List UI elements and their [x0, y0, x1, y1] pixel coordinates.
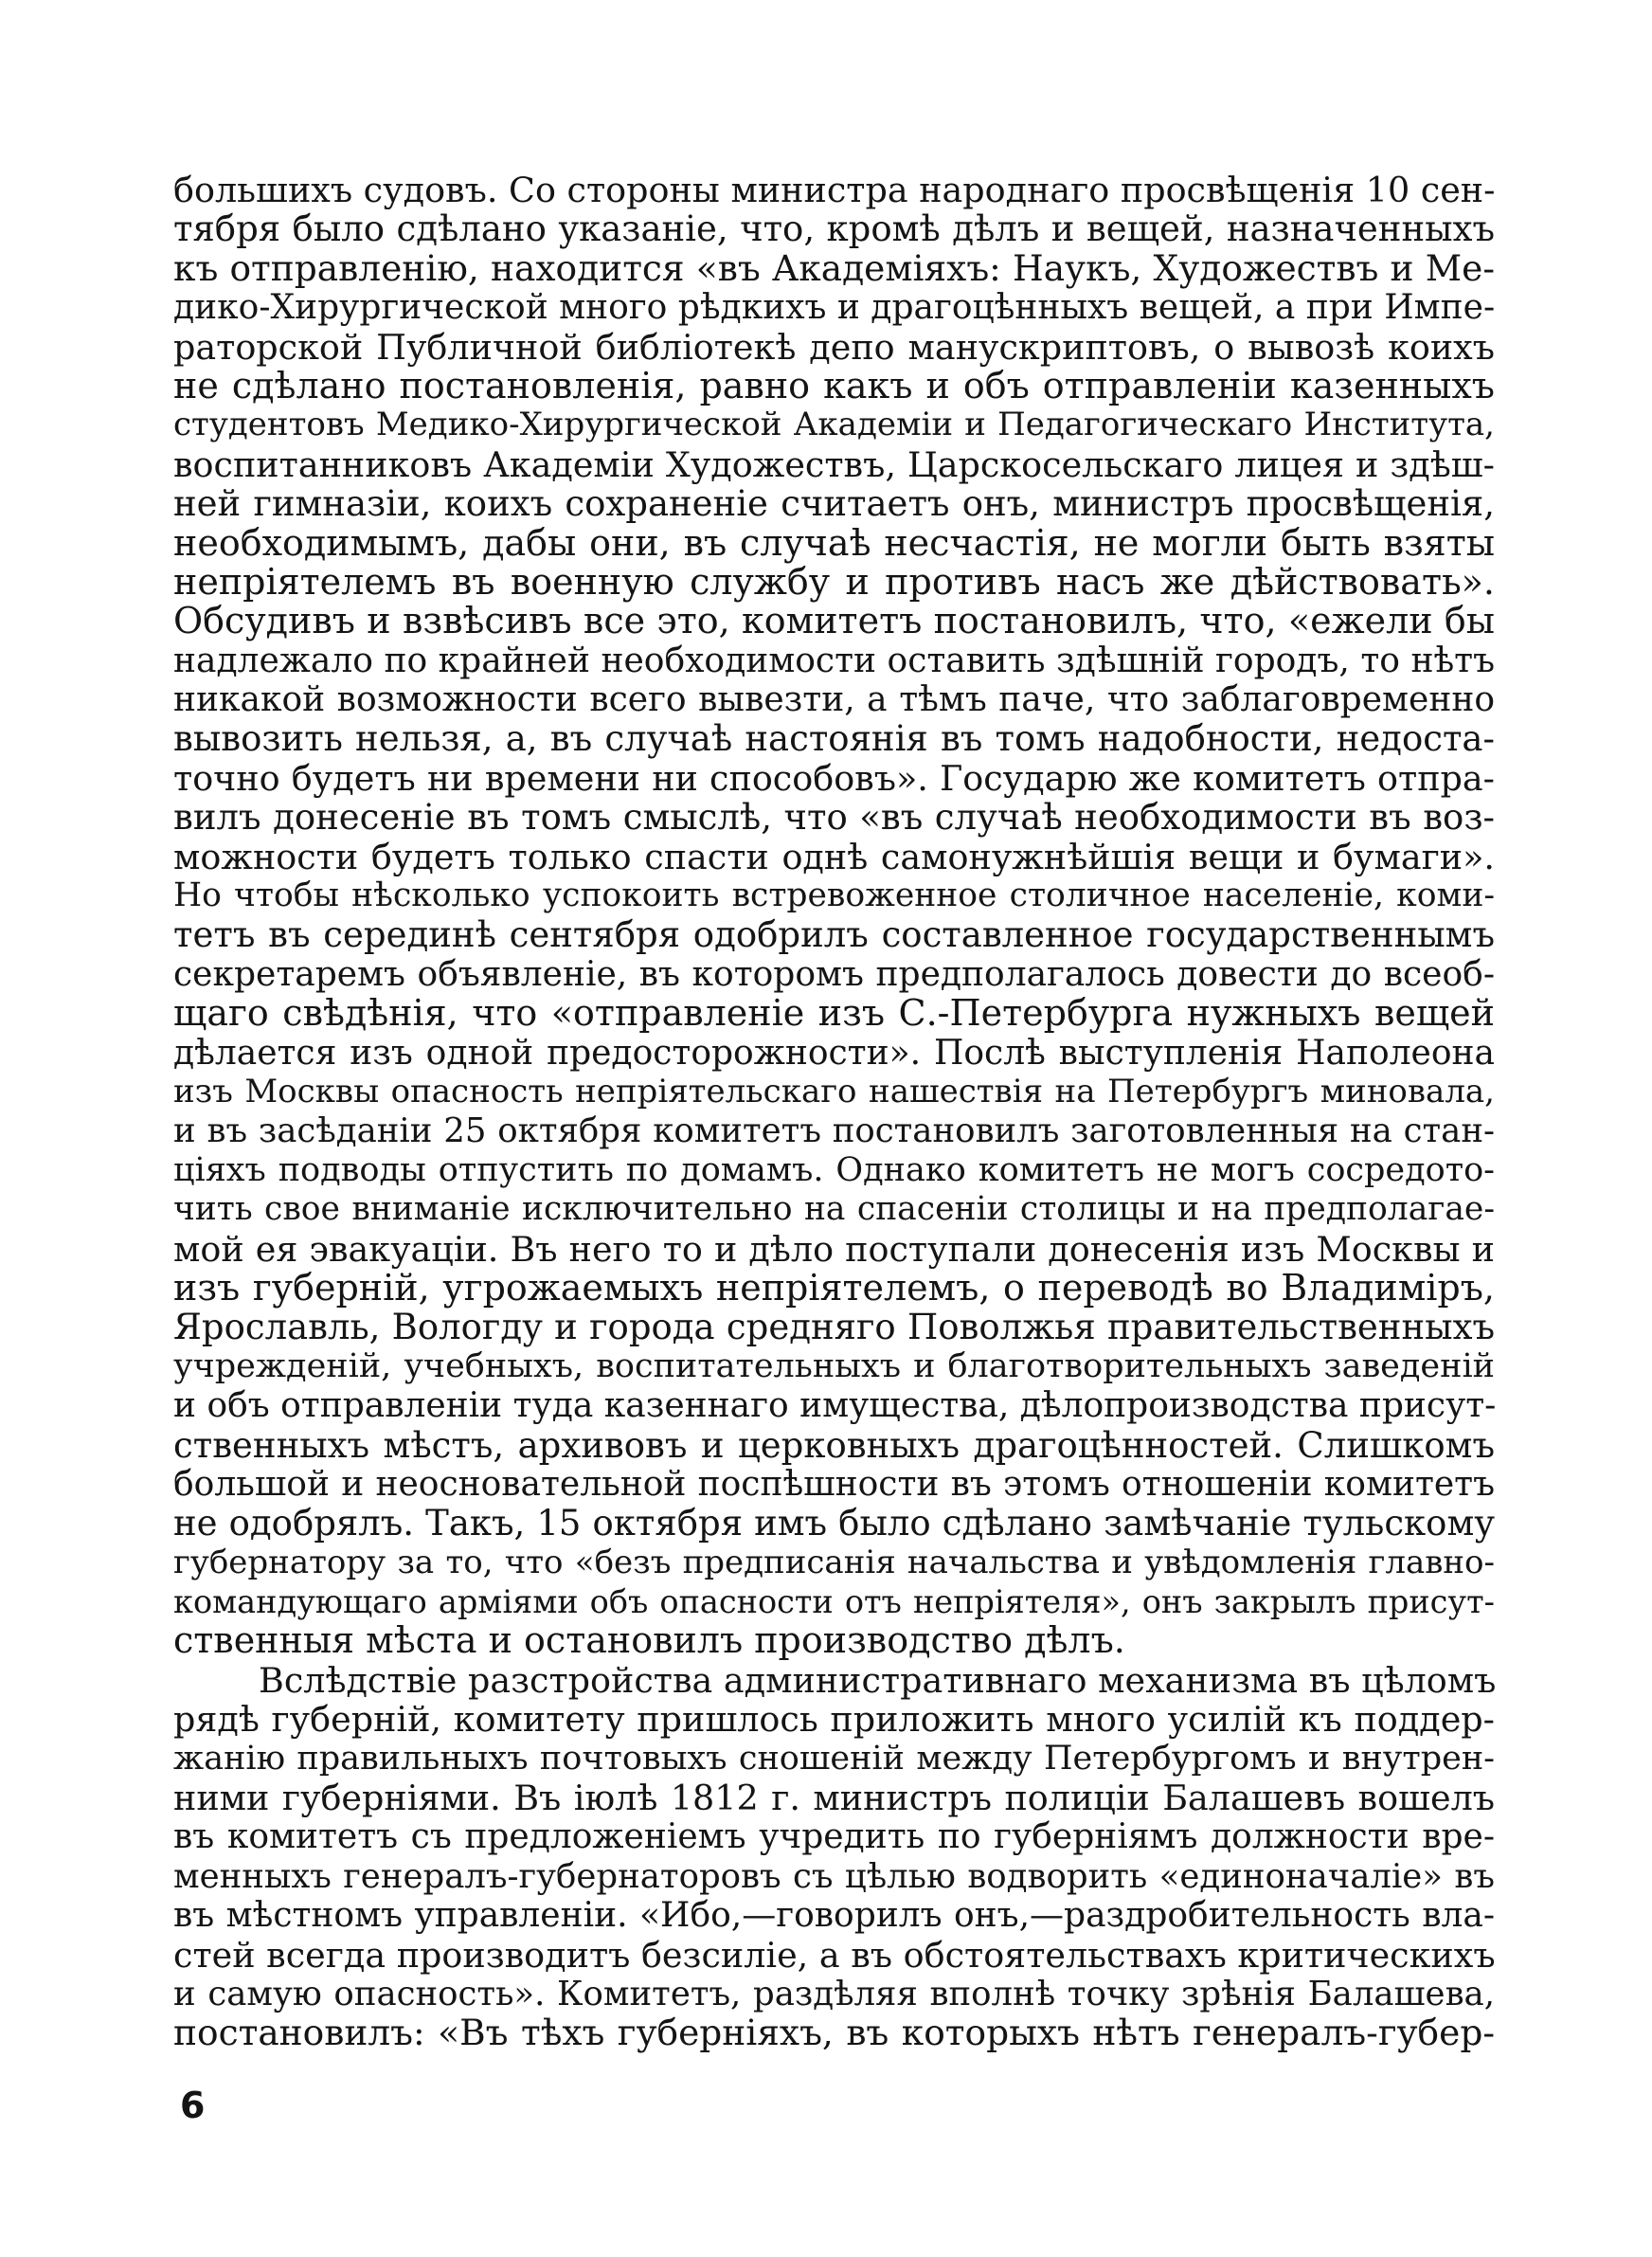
page-number: 6	[180, 2085, 206, 2126]
text-line: необходимымъ, дабы они, въ случаѣ несчастія, не могли быть взяты	[173, 521, 1495, 564]
text-line: губернатору за то, что «безъ предписанія начальства и увѣдомленія главно-	[173, 1543, 1495, 1581]
text-line: студентовъ Медико-Хирургической Академіи и Педагогическаго Института,	[173, 406, 1495, 444]
text-line: ственныхъ мѣстъ, архивовъ и церковныхъ драгоцѣнностей. Слишкомъ	[173, 1424, 1495, 1466]
text-line: въ комитетъ съ предложеніемъ учредить по губерніямъ должности вре-	[173, 1817, 1495, 1857]
text-line: Обсудивъ и взвѣсивъ все это, комитетъ постановилъ, что, «ежели бы	[173, 600, 1495, 642]
text-line: непріятелемъ въ военную службу и противъ насъ же дѣйствовать».	[173, 560, 1495, 603]
text-line: мой ея эвакуаціи. Въ него то и дѣло поступали донесенія изъ Москвы и	[173, 1228, 1495, 1270]
text-line: вилъ донесеніе въ томъ смыслѣ, что «въ случаѣ необходимости въ воз-	[173, 797, 1495, 839]
text-line: Ярославль, Вологду и города средняго Поволжья правительственныхъ	[173, 1307, 1495, 1348]
text-line: ственныя мѣста и остановилъ производство дѣлъ.	[173, 1619, 1125, 1662]
text-line: Но чтобы нѣсколько успокоить встревоженное столичное населеніе, коми-	[173, 876, 1495, 915]
text-line: дѣлается изъ одной предосторожности». Послѣ выступленія Наполеона	[173, 1033, 1495, 1073]
text-line: и объ отправленіи туда казеннаго имущества, дѣлопроизводства присут-	[173, 1386, 1497, 1426]
text-line: точно будетъ ни времени ни способовъ». Государю же комитетъ отпра-	[173, 757, 1495, 799]
body-text	[173, 171, 1495, 2053]
text-line: большой и неосновательной поспѣшности въ этомъ отношеніи комитетъ	[173, 1464, 1495, 1504]
text-line: секретаремъ объявленіе, въ которомъ предполагалось довести до всеоб-	[173, 954, 1495, 994]
text-line: стей всегда производитъ безсиліе, а въ обстоятельствахъ критическихъ	[173, 1934, 1496, 1976]
text-line: въ мѣстномъ управленіи. «Ибо,—говорилъ онъ,—раздробительность вла-	[173, 1896, 1495, 1936]
text-line: ними губерніями. Въ іюлѣ 1812 г. министръ полиціи Балашевъ вошелъ	[173, 1778, 1495, 1819]
text-line: постановилъ: «Въ тѣхъ губерніяхъ, въ которыхъ нѣтъ генералъ-губер-	[173, 2012, 1495, 2054]
text-line: большихъ судовъ. Со стороны министра народнаго просвѣщенія 10 сен-	[173, 170, 1496, 210]
text-line: чить свое вниманіе исключительно на спасеніи столицы и на предполагае-	[173, 1190, 1495, 1229]
text-line: и въ засѣданіи 25 октября комитетъ постановилъ заготовленныя на стан-	[173, 1111, 1495, 1151]
text-line: ціяхъ подводы отпустить по домамъ. Однако комитетъ не могъ сосредото-	[173, 1150, 1495, 1189]
text-line: тября было сдѣлано указаніе, что, кромѣ дѣлъ и вещей, назначенныхъ	[173, 208, 1495, 250]
text-line: не сдѣлано постановленія, равно какъ и объ отправленіи казенныхъ	[173, 364, 1495, 406]
text-line: менныхъ генералъ-губернаторовъ съ цѣлью водворить «единоначаліе» въ	[173, 1856, 1495, 1896]
text-line: воспитанниковъ Академіи Художествъ, Царскосельскаго лицея и здѣш-	[173, 443, 1495, 485]
text-line: раторской Публичной библіотекѣ депо манускриптовъ, о вывозѣ коихъ	[173, 326, 1495, 368]
text-line: жанію правильныхъ почтовыхъ сношеній между Петербургомъ и внутрен-	[173, 1739, 1495, 1778]
text-line: щаго свѣдѣнія, что «отправленіе изъ С.-Петербурга нужныхъ вещей	[173, 992, 1495, 1035]
text-line: учрежденій, учебныхъ, воспитательныхъ и благотворительныхъ заведеній	[173, 1346, 1495, 1385]
text-line: рядѣ губерній, комитету пришлось приложить много усилій къ поддер-	[173, 1699, 1495, 1741]
text-line: къ отправленію, находится «въ Академіяхъ: Наукъ, Художествъ и Ме-	[173, 246, 1495, 289]
text-line: тетъ въ серединѣ сентября одобрилъ составленное государственнымъ	[173, 914, 1495, 956]
text-line: изъ Москвы опасность непріятельскаго нашествія на Петербургъ миновала,	[173, 1072, 1495, 1110]
text-line: не одобрялъ. Такъ, 15 октября имъ было сдѣлано замѣчаніе тульскому	[173, 1503, 1495, 1544]
text-line: и самую опасность». Комитетъ, раздѣляя вполнѣ точку зрѣнія Балашева,	[173, 1974, 1495, 2013]
text-line: изъ губерній, угрожаемыхъ непріятелемъ, о переводѣ во Владиміръ,	[173, 1266, 1495, 1309]
text-line: вывозить нельзя, а, въ случаѣ настоянія въ томъ надобности, недоста-	[173, 718, 1495, 760]
text-line: никакой возможности всего вывезти, а тѣмъ паче, что заблаговременно	[173, 680, 1495, 720]
text-line: ней гимназіи, коихъ сохраненіе считаетъ онъ, министръ просвѣщенія,	[173, 483, 1495, 525]
text-line: дико-Хирургической много рѣдкихъ и драгоцѣнныхъ вещей, а при Импе-	[173, 288, 1496, 328]
text-line: надлежало по крайней необходимости оставить здѣшній городъ, то нѣтъ	[173, 641, 1495, 680]
text-line: командующаго арміями объ опасности отъ непріятеля», онъ закрылъ присут-	[173, 1583, 1495, 1621]
text-line: можности будетъ только спасти однѣ самонужнѣйшія вещи и бумаги».	[173, 836, 1495, 877]
text-line: Вслѣдствіе разстройства административнаго механизма въ цѣломъ	[259, 1659, 1497, 1701]
